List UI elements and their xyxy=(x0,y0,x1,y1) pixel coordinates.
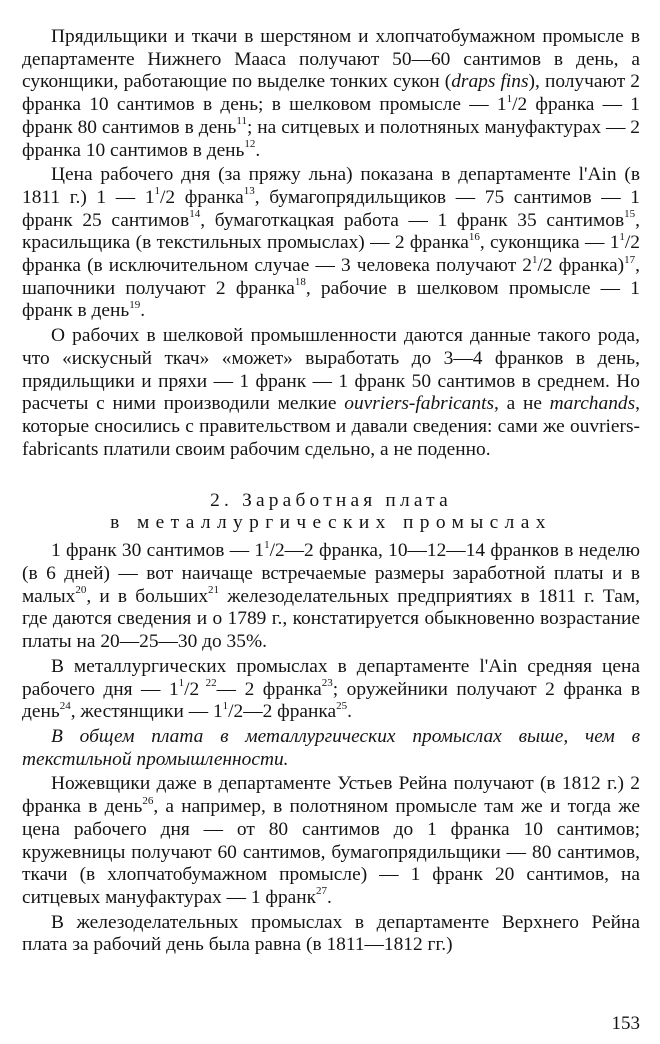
paragraph-8: В железоделательных промыслах в департаменте Верхнего Рейна плата за рабочий день была равна (в 1811—1812 гг.) xyxy=(22,911,640,956)
page-number: 153 xyxy=(611,1013,640,1034)
footnote-ref: 22 xyxy=(199,677,217,690)
footnote-ref: 19 xyxy=(129,298,141,311)
paragraph-4: 1 франк 30 сантимов — $1^1/2—2$ франка, 10—12—14 франков в неделю (в 6 дней) — вот наичаще встречаемые размеры заработной платы и в малых$^{20}$, и в больших$^{21}$ железоделательных предприятиях в 1811 г. Там, где даются сведения и о 1789 г., констатируется обыкновенно возрастание платы на 20—25—30 до 35%. xyxy=(22,538,640,653)
footnote-ref: 15 xyxy=(624,208,636,221)
footnote-ref: 21 xyxy=(208,584,220,597)
paragraph-2: Цена рабочего дня (за пряжу льна) показана в департаменте l'Ain (в 1811 г.) 1 — $1^1/2$ франка$^{13}$, бумагопрядильщиков — 75 сантимов — 1 франк 25 сантимов$^{14}$, бумаготкацкая работа — 1 франк 35 сантимов$^{15}$, красильщика (в текстильных промыслах) — 2 франка$^{16}$, суконщика — $1^1/2$ франка (в исключительном случае — 3 человека получают $2^1/2$ франка)$^{17}$, шапочники получают 2 франка$^{18}$, рабочие в шелковом промысле — 1 франк в день$^{19}$. xyxy=(22,164,640,322)
page-body xyxy=(22,26,640,957)
section-heading-line-1: 2. Заработная плата xyxy=(210,490,452,512)
paragraph-5: В металлургических промыслах в департаменте l'Ain средняя цена рабочего дня — $1^1/2$ $^{22}$— 2 франка$^{23}$; оружейники получают 2 франка в день$^{24}$, жестянщики — $1^1/2—2$ франка$^{25}$. xyxy=(22,655,640,723)
footnote-ref: 12 xyxy=(244,138,256,151)
section-heading-line-2: в металлургических промыслах xyxy=(110,512,552,534)
footnote-ref: 16 xyxy=(468,230,480,243)
footnote-ref: 23 xyxy=(321,677,333,690)
footnote-ref: 13 xyxy=(243,185,255,198)
footnote-ref: 11 xyxy=(236,115,247,128)
section-heading xyxy=(22,490,640,534)
paragraph-1: Прядильщики и ткачи в шерстяном и хлопчатобумажном промысле в департаменте Нижнего Мааса получают 50—60 сантимов в день, а суконщики, работающие по выделке тонких сукон (draps fins), получают 2 франка 10 сантимов в день; в шелковом промысле — $1^1/2$ франка — 1 франк 80 сантимов в день$^{11}$; на ситцевых и полотняных мануфактурах — 2 франка 10 сантимов в день$^{12}$. xyxy=(22,26,641,161)
footnote-ref: 27 xyxy=(316,885,328,898)
footnote-ref: 20 xyxy=(75,584,87,597)
italic-term: ouvriers-fabricants xyxy=(344,393,495,415)
paragraph-7: Ножевщики даже в департаменте Устьев Рейна получают (в 1812 г.) 2 франка в день$^{26}$, а например, в полотняном промысле там же и тогда же цена рабочего дня — от 80 сантимов до 1 франка 10 сантимов; кружевницы получают 60 сантимов, бумагопрядильщики — 80 сантимов, ткачи (в хлопчатобумажном промысле) — 1 франк 20 сантимов, на ситцевых мануфактурах — 1 франк$^{27}$. xyxy=(22,773,640,908)
footnote-ref: 26 xyxy=(142,794,154,807)
footnote-ref: 17 xyxy=(624,253,636,266)
footnote-ref: 24 xyxy=(59,699,71,712)
paragraph-3: О рабочих в шелковой промышленности даются данные такого рода, что «искусный ткач» «может» выработать до 3—4 франков в день, прядильщики и пряхи — 1 франк — 1 франк 50 сантимов в среднем. Но расчеты с ними производили мелкие ouvriers-fabricants, а не marchands, которые сносились с правительством и давали сведения: сами же ouvriers-fabricants платили своим рабочим сдельно, а не поденно. xyxy=(22,325,640,460)
footnote-ref: 25 xyxy=(336,699,348,712)
italic-term: marchands xyxy=(549,393,636,415)
footnote-ref: 18 xyxy=(294,276,306,289)
footnote-ref: 14 xyxy=(189,208,201,221)
paragraph-6: В общем плата в металлургических промыслах выше, чем в текстильной промышленности. xyxy=(22,725,640,770)
italic-term: draps fins xyxy=(451,71,529,93)
